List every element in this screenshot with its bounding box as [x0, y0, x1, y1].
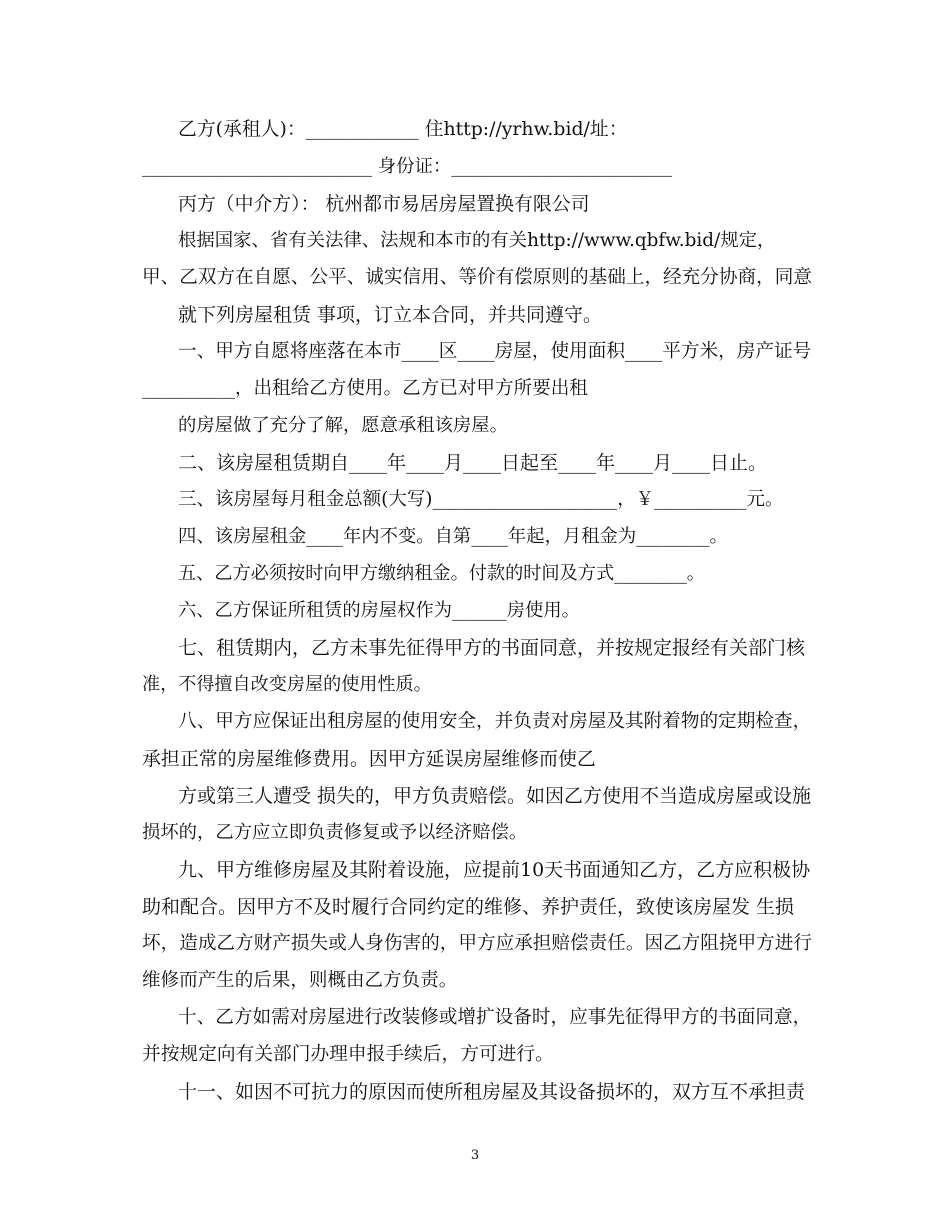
- text-line: 一、甲方自愿将座落在本市____区____房屋，使用面积____平方米，房产证号: [178, 341, 812, 362]
- text-line: 维修而产生的后果，则概由乙方负责。: [142, 970, 458, 991]
- text-line: 甲、乙双方在自愿、公平、诚实信用、等价有偿原则的基础上，经充分协商，同意: [142, 267, 812, 288]
- text-line: 方或第三人遭受 损失的，甲方负责赔偿。如因乙方使用不当造成房屋或设施: [178, 785, 812, 807]
- text-line: 四、该房屋租金____年内不变。自第____年起，月租金为________。: [178, 526, 728, 547]
- text-line: 十、乙方如需对房屋进行改装修或增扩设备时，应事先征得甲方的书面同意，: [178, 1007, 812, 1028]
- text-line: 三、该房屋每月租金总额(大写)____________________，￥__________元。: [178, 489, 784, 510]
- text-line: _________________________ 身份证：________________________: [142, 156, 672, 177]
- text-line: 五、乙方必须按时向甲方缴纳租金。付款的时间及方式________。: [178, 563, 705, 584]
- text-line: 承担正常的房屋维修费用。因甲方延误房屋维修而使乙: [142, 748, 596, 770]
- text-line: 乙方(承租人)：____________ 住http://yrhw.bid/址：: [178, 119, 628, 140]
- text-line: 坏，造成乙方财产损失或人身伤害的，甲方应承担赔偿责任。因乙方阻挠甲方进行: [142, 933, 812, 954]
- text-line: __________，出租给乙方使用。乙方已对甲方所要出租: [142, 378, 588, 399]
- text-line: 六、乙方保证所租赁的房屋权作为______房使用。: [178, 600, 580, 621]
- text-line: 九、甲方维修房屋及其附着设施，应提前10天书面通知乙方，乙方应积极协: [178, 859, 811, 881]
- text-line: 损坏的，乙方应立即负责修复或予以经济赔偿。: [142, 822, 528, 843]
- text-line: 并按规定向有关部门办理申报手续后，方可进行。: [142, 1044, 554, 1065]
- text-line: 准，不得擅自改变房屋的使用性质。: [142, 674, 432, 695]
- text-line: 七、租赁期内，乙方未事先征得甲方的书面同意，并按规定报经有关部门核: [178, 637, 806, 659]
- text-line: 丙方（中介方）： 杭州都市易居房屋置换有限公司: [178, 193, 590, 215]
- text-line: 二、该房屋租赁期自____年____月____日起至____年____月____日止。: [178, 452, 768, 474]
- text-line: 助和配合。因甲方不及时履行合同约定的维修、养护责任，致使该房屋发 生损: [142, 896, 795, 918]
- text-line: 就下列房屋租赁 事项，订立本合同，并共同遵守。: [178, 304, 603, 326]
- text-line: 根据国家、省有关法律、法规和本市的有关http://www.qbfw.bid/规定，: [178, 230, 776, 251]
- text-line: 十一、如因不可抗力的原因而使所租房屋及其设备损坏的，双方互不承担责: [178, 1081, 806, 1103]
- text-line: 八、甲方应保证出租房屋的使用安全，并负责对房屋及其附着物的定期检查，: [178, 711, 812, 732]
- page-number: 3: [470, 1148, 480, 1163]
- text-line: 的房屋做了充分了解，愿意承租该房屋。: [178, 415, 508, 436]
